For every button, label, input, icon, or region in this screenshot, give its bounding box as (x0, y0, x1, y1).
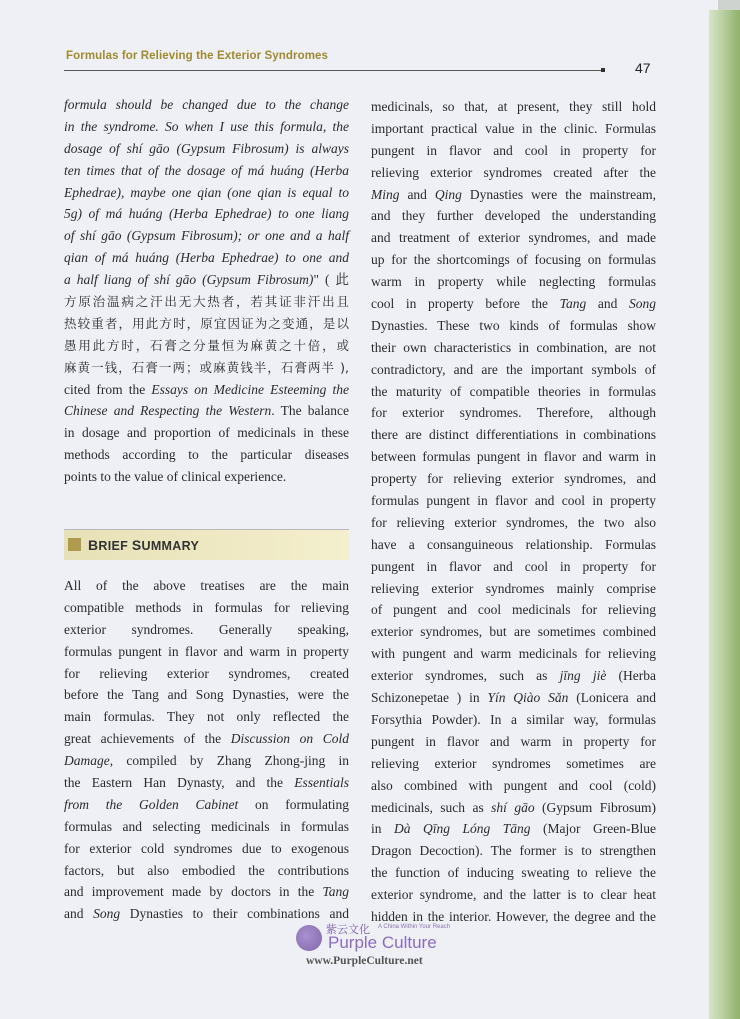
text-line (64, 247, 349, 269)
text-run: Tang (559, 296, 587, 312)
text-line (64, 357, 349, 379)
text-line (371, 884, 656, 906)
text-line (371, 381, 656, 403)
text-line (371, 205, 656, 227)
text-line (371, 359, 656, 381)
text-run: also combined with pungent and cool (cold) (371, 777, 656, 793)
text-run: (Lonicera and (568, 690, 656, 706)
text-run: Ming (371, 186, 400, 202)
text-line (64, 772, 349, 794)
text-run: compatible methods in formulas for relieving (64, 599, 349, 615)
text-line (371, 534, 656, 556)
text-run: in dosage and proportion of medicinals in these (64, 425, 349, 441)
text-run: Dynasties were the mainstream, (461, 186, 656, 202)
text-line (64, 641, 349, 663)
text-line (64, 597, 349, 619)
text-run: (Herba (606, 668, 656, 684)
text-run: for exterior syndromes. Therefore, although (371, 405, 656, 421)
text-line (371, 797, 656, 819)
text-run: medicinals, so that, at present, they still hold (371, 99, 656, 114)
text-run: Essentials (294, 775, 349, 791)
text-run: for relieving exterior syndromes, the two also (371, 514, 656, 530)
text-run: contradictory, and are the important symbols of (371, 361, 656, 377)
text-run: cool in property before the (371, 296, 560, 312)
text-run: for exterior cold syndromes due to exogenous (64, 840, 349, 856)
text-run: ten times that of the dosage of má huáng (Herba (64, 162, 349, 178)
text-run: " ( 此 (313, 272, 349, 288)
text-run: methods according to the particular diseases (64, 447, 349, 463)
text-run: have a consanguineous relationship. Formulas (371, 536, 656, 552)
text-line (64, 225, 349, 247)
text-run: up for the shortcomings of focusing on formulas (371, 252, 656, 268)
text-run: formulas pungent in flavor and warm in property (64, 643, 349, 659)
text-line (371, 468, 656, 490)
watermark-url: www.PurpleCulture.net (306, 955, 423, 967)
watermark-name: Purple Culture (328, 933, 437, 952)
text-line (64, 182, 349, 204)
text-run: on formulating (238, 796, 349, 812)
text-line (64, 619, 349, 641)
text-run: the maturity of compatible theories in formulas (371, 383, 656, 399)
text-line (64, 116, 349, 138)
text-line (371, 184, 656, 206)
text-run: exterior syndromes. Generally speaking, (64, 621, 349, 637)
text-run: 愚用此方时，石膏之分量恒为麻黄之十倍，或 (64, 337, 349, 353)
text-run: All of the above treatises are the main (64, 578, 349, 593)
left-column-summary-text (64, 575, 349, 925)
text-line (371, 665, 656, 687)
text-run: of shí gāo (Gypsum Fibrosum); or one and a half (64, 228, 349, 244)
text-run: the Eastern Han Dynasty, and the (64, 775, 295, 791)
text-run: and treatment of exterior syndromes, and made (371, 230, 656, 246)
text-run: . The balance (271, 403, 349, 419)
watermark-chinese-name: 紫云文化 (326, 923, 370, 936)
text-run: before the Tang and Song Dynasties, were the (64, 687, 349, 703)
text-run: Ephedrae), maybe one qian (one qian is equal to (64, 184, 349, 200)
text-line (64, 750, 349, 772)
text-run: property for relieving exterior syndromes, and (371, 471, 656, 487)
text-run: Dà Qīng Lóng Tāng (394, 821, 531, 837)
text-line (64, 816, 349, 838)
text-run: points to the value of clinical experience. (64, 469, 287, 485)
text-line (64, 313, 349, 335)
text-run: important practical value in the clinic. Formulas (371, 120, 656, 136)
running-head: Formulas for Relieving the Exterior Syndromes (66, 50, 329, 62)
text-line (371, 687, 656, 709)
text-run: (Major Green-Blue (530, 821, 656, 837)
text-line (64, 728, 349, 750)
text-run: relieving exterior syndromes mainly comprise (371, 580, 656, 596)
text-run: exterior syndromes, such as (371, 668, 560, 684)
brief-summary-title (88, 537, 199, 553)
text-line (371, 643, 656, 665)
text-line (371, 578, 656, 600)
text-line (371, 271, 656, 293)
text-run: Dragon Decoction). The former is to strengthen (371, 843, 656, 859)
text-line (64, 706, 349, 728)
text-run: Yín Qiào Sǎn (487, 690, 569, 706)
right-column-text (371, 96, 656, 928)
text-run: for relieving exterior syndromes, created (64, 665, 349, 681)
heading-rest-1: RIEF (98, 539, 132, 553)
text-run: , compiled by Zhang Zhong-jing in (109, 753, 349, 769)
text-run: Song (93, 906, 121, 922)
text-line (64, 160, 349, 182)
text-run: exterior syndrome, and the latter is to clear heat (371, 887, 656, 903)
text-run: 热较重者，用此方时，原宜因证为之变通，是以 (64, 315, 349, 331)
text-run: Qing (434, 186, 462, 202)
text-run: Song (629, 296, 656, 312)
text-run: formulas and selecting medicinals in formulas (64, 818, 349, 834)
text-run: Forsythia Powder). In a similar way, formulas (371, 711, 656, 727)
watermark-tagline: A China Within Your Reach (378, 924, 451, 930)
book-spine-edge (709, 10, 740, 1019)
text-line (371, 162, 656, 184)
text-line (64, 444, 349, 466)
text-line (371, 862, 656, 884)
text-run: in (371, 821, 395, 837)
text-run: 5g) of má huáng (Herba Ephedrae) to one liang (64, 206, 349, 222)
text-line (371, 424, 656, 446)
page-number: 47 (635, 60, 651, 76)
text-run: warm in property while neglecting formulas (371, 274, 656, 290)
text-run: pungent in flavor and cool in property for (371, 558, 656, 574)
text-line (64, 794, 349, 816)
text-line (371, 731, 656, 753)
text-line (64, 575, 349, 597)
text-line (371, 818, 656, 840)
left-column-top-text (64, 94, 349, 488)
text-run: and (586, 296, 629, 312)
text-line (371, 709, 656, 731)
text-line (371, 599, 656, 621)
text-run: Tang (322, 884, 349, 900)
text-run: 麻黄一钱，石膏一两；或麻黄钱半，石膏两半 ), (64, 359, 349, 375)
text-run: 方原治温病之汗出无大热者，若其证非汗出且 (64, 294, 349, 310)
text-run: cited from the (64, 381, 152, 397)
text-run: formula should be changed due to the change (64, 97, 349, 112)
text-run: main formulas. They not only reflected the (64, 709, 349, 725)
text-run: jīng jiè (559, 668, 607, 684)
text-line (371, 96, 656, 118)
text-run: Dynasties. These two kinds of formulas show (371, 317, 656, 333)
text-run: pungent in flavor and cool in property for (371, 142, 656, 158)
text-run: dosage of shí gāo (Gypsum Fibrosum) is always (64, 140, 349, 156)
text-run: from the Golden Cabinet (64, 796, 239, 812)
heading-square-icon (68, 538, 81, 551)
text-run: a half liang of shí gāo (Gypsum Fibrosum) (64, 272, 314, 288)
text-run: qian of má huáng (Herba Ephedrae) to one and (64, 250, 349, 266)
text-line (371, 337, 656, 359)
text-run: and improvement made by doctors in the (64, 884, 323, 900)
text-line (64, 684, 349, 706)
text-run: of pungent and cool medicinals for relieving (371, 602, 656, 618)
text-line (64, 663, 349, 685)
header-rule (64, 70, 604, 71)
text-line (371, 512, 656, 534)
text-run: and (399, 186, 435, 202)
text-run: Damage (64, 753, 110, 769)
text-line (371, 840, 656, 862)
text-line (64, 422, 349, 444)
text-run: factors, but also embodied the contributions (64, 862, 349, 878)
text-line (371, 249, 656, 271)
text-run: and (64, 906, 94, 922)
text-line (64, 860, 349, 882)
text-line (371, 556, 656, 578)
text-line (64, 269, 349, 291)
heading-initial-b: B (88, 537, 99, 553)
text-line (371, 775, 656, 797)
text-run: (Gypsum Fibrosum) (534, 799, 656, 815)
text-line (371, 621, 656, 643)
heading-initial-s: S (131, 537, 142, 553)
text-run: pungent in flavor and warm in property for (371, 733, 656, 749)
text-run: hidden in the interior. However, the degree and the (371, 908, 656, 924)
text-run: Chinese and Respecting the Western (64, 403, 272, 419)
text-line (371, 140, 656, 162)
text-run: medicinals, such as (371, 799, 492, 815)
text-run: Essays on Medicine Esteeming the (151, 381, 349, 397)
text-run: and they further developed the understanding (371, 208, 656, 224)
text-run: exterior syndromes, but are sometimes combined (371, 624, 656, 640)
text-run: between formulas pungent in flavor and warm in (371, 449, 656, 465)
text-run: Discussion on Cold (230, 731, 349, 747)
text-run: there are distinct differentiations in combinations (371, 427, 656, 443)
text-line (64, 838, 349, 860)
text-run: with pungent and warm medicinals for relieving (371, 646, 656, 662)
text-run: their own characteristics in combination, are not (371, 339, 656, 355)
text-line (371, 227, 656, 249)
text-line (64, 291, 349, 313)
text-line (64, 138, 349, 160)
text-run: in the syndrome. So when I use this formula, the (64, 118, 349, 134)
text-run: shí gāo (491, 799, 535, 815)
text-line (371, 446, 656, 468)
text-line (64, 335, 349, 357)
text-line (371, 293, 656, 315)
text-line (371, 315, 656, 337)
text-line (64, 466, 349, 488)
text-run: formulas pungent in flavor and cool in property (371, 493, 656, 509)
text-line (371, 490, 656, 512)
brief-summary-heading (64, 529, 349, 560)
text-line (64, 379, 349, 401)
text-run: relieving exterior syndromes created after the (371, 164, 656, 180)
text-line (64, 903, 349, 925)
text-line (64, 881, 349, 903)
text-run: Schizonepetae ) in (371, 690, 488, 706)
text-run: relieving exterior syndromes sometimes are (371, 755, 656, 771)
text-run: the function of inducing sweating to relieve the (371, 865, 656, 881)
text-line (371, 753, 656, 775)
text-run: Dynasties to their combinations and (120, 906, 349, 922)
text-run: great achievements of the (64, 731, 231, 747)
text-line (64, 400, 349, 422)
text-line (371, 118, 656, 140)
text-line (371, 402, 656, 424)
text-line (64, 203, 349, 225)
watermark-logo-icon (296, 925, 322, 951)
heading-rest-2: UMMARY (141, 539, 200, 553)
text-line (64, 94, 349, 116)
header-rule-dot (601, 68, 605, 72)
